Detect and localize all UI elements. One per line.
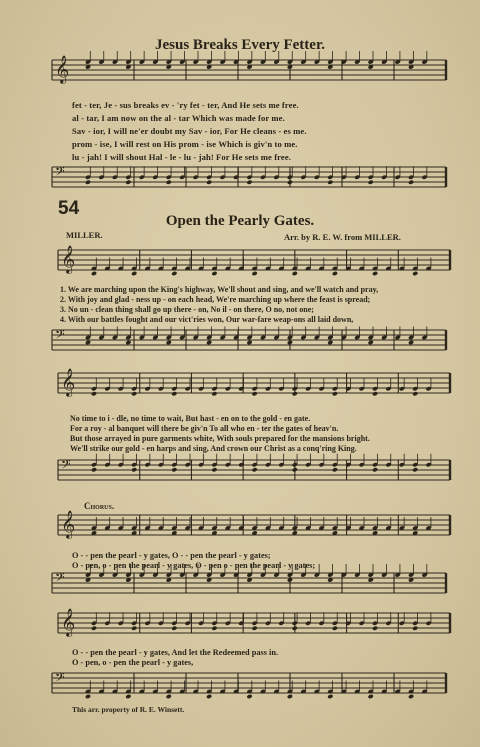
copyright-footer: This arr. property of R. E. Winsett.	[72, 705, 185, 714]
verse-line: 4. With our battles fought and our vict'ries won, Our war-fare weap-ons all laid down,	[60, 315, 354, 324]
notehead	[91, 391, 97, 396]
notehead	[211, 467, 217, 472]
notehead	[368, 180, 374, 185]
notehead	[246, 180, 252, 185]
notehead	[332, 391, 338, 396]
treble-clef: 𝄞	[55, 55, 70, 83]
notehead	[166, 180, 172, 185]
notehead	[408, 694, 414, 699]
notehead	[91, 467, 97, 472]
notehead	[292, 271, 298, 276]
notehead	[327, 340, 333, 345]
notehead	[412, 391, 418, 396]
notehead	[171, 271, 177, 276]
notehead	[368, 694, 374, 699]
chorus-lyric: O - - pen the pearl - y gates, O - - pen the pearl - y gates;	[72, 551, 271, 560]
notehead	[372, 391, 378, 396]
notehead	[287, 340, 293, 345]
treble-clef: 𝄞	[61, 368, 76, 396]
notehead	[252, 626, 258, 631]
notehead	[368, 340, 374, 345]
notehead	[252, 467, 258, 472]
chorus-lyric: O - - pen the pearl - y gates, And let the Redeemed pass in.	[72, 648, 279, 657]
notehead	[125, 180, 131, 185]
notehead	[131, 391, 137, 396]
notehead	[125, 340, 131, 345]
notehead	[372, 626, 378, 631]
notehead	[292, 626, 298, 631]
notehead	[211, 626, 217, 631]
notehead	[252, 271, 258, 276]
notehead	[91, 626, 97, 631]
notehead	[211, 391, 217, 396]
notehead	[252, 391, 258, 396]
verse-line: For a roy - al banquet will there be giv'n To all who en - ter the gates of heav'n.	[70, 424, 339, 433]
song-title-pearly-gates: Open the Pearly Gates.	[165, 213, 315, 229]
notehead	[327, 180, 333, 185]
verse-line: 1. We are marching upon the King's highway, We'll shout and sing, and we'll watch and pray,	[60, 285, 379, 294]
chorus-label: Chorus.	[84, 501, 115, 511]
notehead	[287, 180, 293, 185]
lyric-line: prom - ise, I will rest on His prom - ise Which is giv'n to me.	[72, 139, 298, 149]
notehead	[206, 340, 212, 345]
notehead	[166, 340, 172, 345]
chorus-lyric: O - pen, o - pen the pearl - y gates,	[72, 658, 194, 667]
lyric-line: fet - ter, Je - sus breaks ev - 'ry fet - ter, And He sets me free.	[72, 100, 299, 110]
bass-clef: 𝄢	[55, 570, 65, 588]
notehead	[246, 340, 252, 345]
notehead	[125, 694, 131, 699]
notehead	[332, 626, 338, 631]
notehead	[166, 694, 172, 699]
notehead	[85, 694, 91, 699]
notehead	[372, 467, 378, 472]
hymn-number: 54	[58, 198, 80, 219]
notehead	[85, 340, 91, 345]
notehead	[171, 626, 177, 631]
composer-label: MILLER.	[66, 230, 103, 240]
verse-line: We'll strike our gold - en harps and sing, And crown our Christ as a conq'ring King.	[70, 444, 357, 453]
notehead	[171, 467, 177, 472]
lyric-line: Sav - ior, I will ne'er doubt my Sav - ior, For He cleans - es me.	[72, 126, 307, 136]
notehead	[332, 467, 338, 472]
notehead	[408, 340, 414, 345]
song-title-jesus-breaks: Jesus Breaks Every Fetter.	[155, 37, 325, 53]
verse-line: But those arrayed in pure garments white, With souls prepared for the mansions bright.	[70, 434, 370, 443]
bass-clef: 𝄢	[55, 164, 65, 182]
bass-clef: 𝄢	[55, 327, 65, 345]
notehead	[412, 271, 418, 276]
verse-line: No time to i - dle, no time to wait, But hast - en on to the gold - en gate.	[70, 414, 311, 423]
treble-clef: 𝄞	[61, 608, 76, 636]
notehead	[292, 467, 298, 472]
treble-clef: 𝄞	[61, 510, 76, 538]
notehead	[287, 694, 293, 699]
notehead	[211, 271, 217, 276]
bass-clef: 𝄢	[55, 670, 65, 688]
notehead	[171, 391, 177, 396]
notehead	[412, 467, 418, 472]
notehead	[327, 694, 333, 699]
notehead	[412, 626, 418, 631]
lyric-line: al - tar, I am now on the al - tar Which was made for me.	[72, 113, 285, 123]
chorus-lyric: O - pen, o - pen the pearl - y gates, O - pen o - pen the pearl - y gates;	[72, 561, 316, 570]
bass-clef: 𝄢	[61, 457, 71, 475]
notehead	[206, 180, 212, 185]
notehead	[292, 391, 298, 396]
lyric-line: lu - jah! I will shout Hal - le - lu - jah! For He sets me free.	[72, 152, 291, 162]
notehead	[246, 694, 252, 699]
notehead	[206, 694, 212, 699]
notehead	[408, 180, 414, 185]
arranger-credit: Arr. by R. E. W. from MILLER.	[284, 232, 401, 242]
notehead	[131, 467, 137, 472]
notehead	[131, 271, 137, 276]
notehead	[85, 180, 91, 185]
notehead	[332, 271, 338, 276]
verse-line: 2. With joy and glad - ness up - on each head, We're marching up where the feast is spread;	[60, 295, 371, 304]
treble-clef: 𝄞	[61, 245, 76, 273]
notehead	[91, 271, 97, 276]
notehead	[372, 271, 378, 276]
notehead	[131, 626, 137, 631]
verse-line: 3. No un - clean thing shall go up there - on, No il - on there, O no, not one;	[60, 305, 314, 314]
